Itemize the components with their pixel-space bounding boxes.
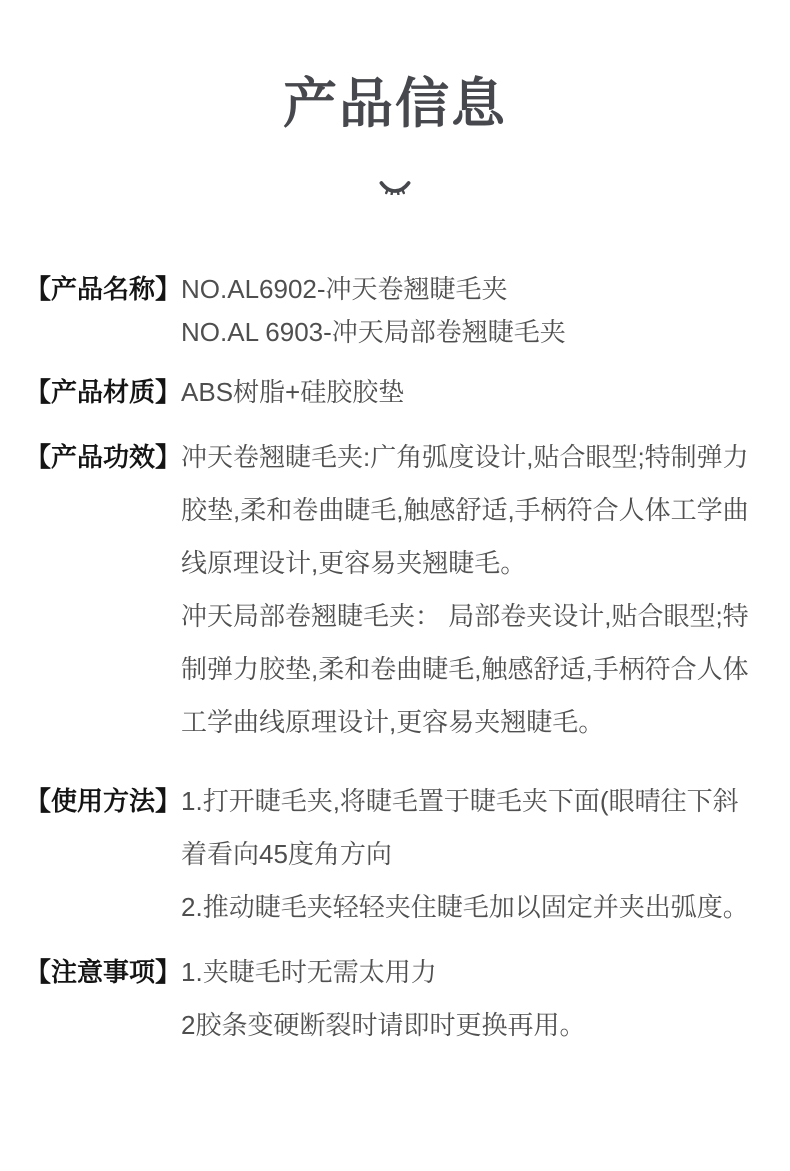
section-label-effect: 【产品功效】 [25, 441, 182, 472]
text-line: NO.AL6902-冲天卷翘睫毛夹 [181, 273, 508, 304]
section-content-effect [181, 431, 770, 749]
section-notes [25, 946, 770, 1052]
section-content-product-name [181, 268, 770, 354]
section-content-material [181, 366, 770, 419]
text-line: 冲天卷翘睫毛夹:广角弧度设计,贴合眼型;特制弹力 [181, 441, 749, 472]
page-title: 产品信息 [283, 74, 507, 134]
text-line: 着看向45度角方向 [181, 838, 392, 869]
section-label-notes: 【注意事项】 [25, 956, 182, 987]
text-line: 1.打开睫毛夹,将睫毛置于睫毛夹下面(眼晴往下斜 [181, 785, 739, 816]
text-line: ABS树脂+硅胶胶垫 [181, 376, 405, 407]
section-effect [25, 431, 770, 749]
section-label-usage: 【使用方法】 [25, 785, 182, 816]
section-content-notes [181, 946, 770, 1052]
text-line: 制弹力胶垫,柔和卷曲睫毛,触感舒适,手柄符合人体 [181, 653, 749, 684]
section-label-product-name: 【产品名称】 [25, 273, 182, 304]
text-line: 2胶条变硬断裂时请即时更换再用。 [181, 1009, 586, 1040]
text-line: NO.AL 6903-冲天局部卷翘睫毛夹 [181, 316, 566, 347]
text-line: 1.夹睫毛时无需太用力 [181, 956, 437, 987]
text-line: 工学曲线原理设计,更容易夹翘睫毛。 [181, 706, 605, 737]
product-info-sections [0, 268, 790, 1052]
section-product-name [25, 268, 770, 354]
section-material [25, 366, 770, 419]
text-line: 线原理设计,更容易夹翘睫毛。 [181, 547, 527, 578]
section-content-usage [181, 775, 770, 934]
section-label-material: 【产品材质】 [25, 376, 182, 407]
title-divider [0, 179, 790, 200]
text-line: 2.推动睫毛夹轻轻夹住睫毛加以固定并夹出弧度。 [181, 891, 749, 922]
closed-eye-lashes-icon [379, 179, 411, 195]
text-line: 冲天局部卷翘睫毛夹： 局部卷夹设计,贴合眼型;特 [181, 600, 749, 631]
text-line: 胶垫,柔和卷曲睫毛,触感舒适,手柄符合人体工学曲 [181, 494, 749, 525]
section-usage [25, 775, 770, 934]
